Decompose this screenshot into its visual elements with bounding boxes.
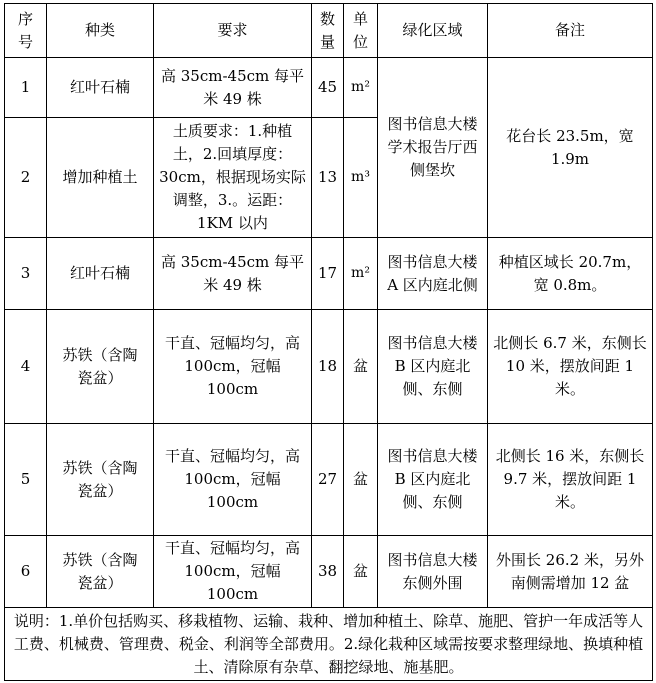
row-unit: 盆 [344,310,378,424]
table-row [5,424,653,536]
row-remark: 北侧长 16 米，东侧长 9.7 米，摆放间距 1 米。 [488,424,653,536]
header-type: 种类 [47,4,154,58]
header-requirement: 要求 [154,4,312,58]
row-qty: 18 [312,310,344,424]
header-row [5,4,653,58]
table-row [5,238,653,310]
row-unit: m² [344,238,378,310]
header-remark: 备注 [488,4,653,58]
row-index: 1 [5,58,47,118]
row-unit: 盆 [344,424,378,536]
row-area: 图书信息大楼 B 区内庭北侧、东侧 [378,424,488,536]
header-unit: 单位 [344,4,378,58]
header-area: 绿化区域 [378,4,488,58]
row-index: 6 [5,536,47,608]
row-unit: m³ [344,118,378,238]
note-row [5,608,653,681]
header-index: 序号 [5,4,47,58]
row-type: 增加种植土 [47,118,154,238]
row-qty: 45 [312,58,344,118]
row-requirement: 高 35cm-45cm 每平米 49 株 [154,58,312,118]
row-index: 3 [5,238,47,310]
row-requirement: 干直、冠幅均匀，高 100cm，冠幅 100cm [154,310,312,424]
row-type: 苏铁（含陶瓷盆） [47,424,154,536]
row-type: 苏铁（含陶瓷盆） [47,536,154,608]
table-row [5,58,653,118]
row-qty: 27 [312,424,344,536]
row-requirement: 干直、冠幅均匀，高 100cm，冠幅 100cm [154,424,312,536]
row-unit: m² [344,58,378,118]
row-area: 图书信息大楼东侧外围 [378,536,488,608]
row-requirement: 干直、冠幅均匀，高 100cm，冠幅 100cm [154,536,312,608]
row-qty: 17 [312,238,344,310]
row-requirement: 土质要求：1.种植土，2.回填厚度：30cm，根据现场实际调整，3.。运距：1KM 以内 [154,118,312,238]
row-remark: 外围长 26.2 米，另外南侧需增加 12 盆 [488,536,653,608]
table-row [5,310,653,424]
merged-area: 图书信息大楼学术报告厅西侧堡坎 [378,58,488,238]
row-qty: 38 [312,536,344,608]
row-remark: 北侧长 6.7 米，东侧长 10 米，摆放间距 1 米。 [488,310,653,424]
header-qty: 数量 [312,4,344,58]
row-area: 图书信息大楼 B 区内庭北侧、东侧 [378,310,488,424]
row-type: 苏铁（含陶瓷盆） [47,310,154,424]
row-qty: 13 [312,118,344,238]
row-type: 红叶石楠 [47,238,154,310]
row-type: 红叶石楠 [47,58,154,118]
row-area: 图书信息大楼 A 区内庭北侧 [378,238,488,310]
table-row [5,536,653,608]
row-requirement: 高 35cm-45cm 每平米 49 株 [154,238,312,310]
row-index: 4 [5,310,47,424]
planting-table [4,3,653,681]
row-index: 5 [5,424,47,536]
row-unit: 盆 [344,536,378,608]
row-remark: 种植区域长 20.7m，宽 0.8m。 [488,238,653,310]
table-note: 说明：1.单价包括购买、移栽植物、运输、栽种、增加种植土、除草、施肥、管护一年成活等人工费、机械费、管理费、税金、利润等全部费用。2.绿化栽种区域需按要求整理绿地、换填种植土、清除原有杂草、翻挖绿地、施基肥。 [5,608,653,681]
row-index: 2 [5,118,47,238]
merged-remark: 花台长 23.5m，宽 1.9m [488,58,653,238]
